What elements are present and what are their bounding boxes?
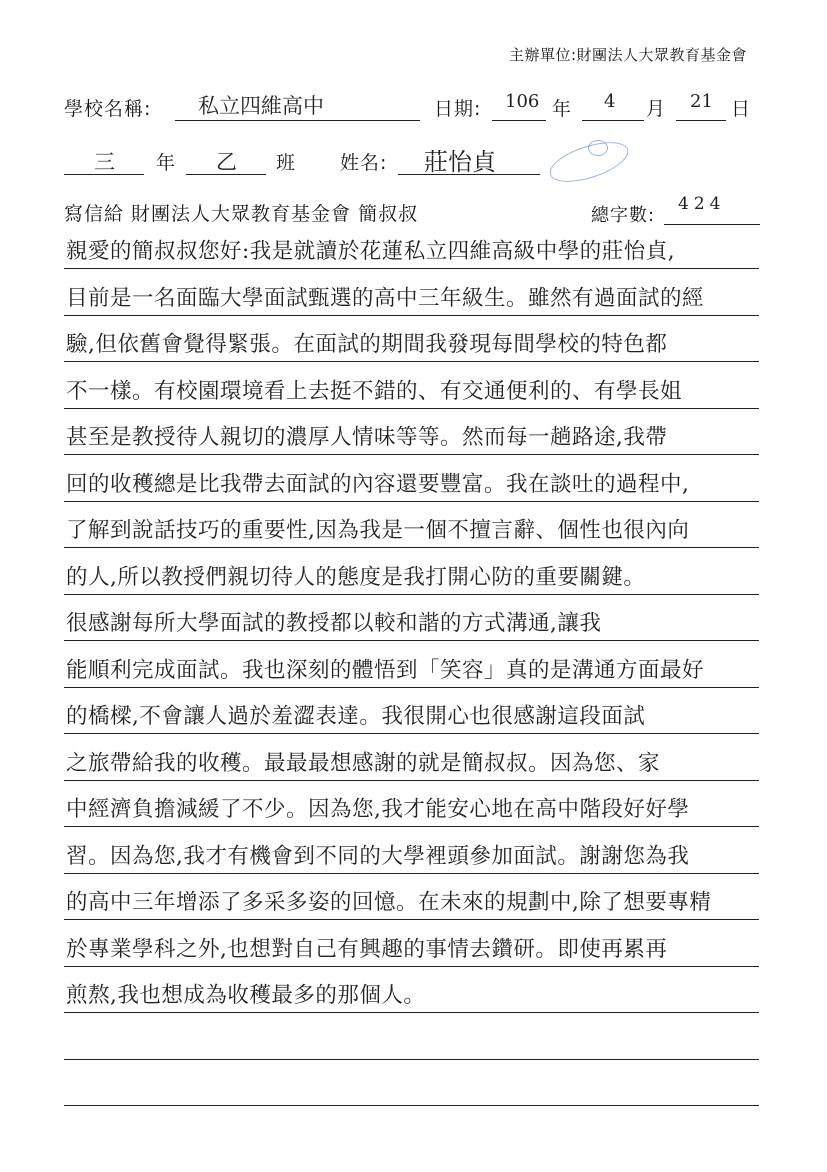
letter-line: 驗,但依舊會覺得緊張。在面試的期間我發現每間學校的特色都 bbox=[66, 332, 668, 357]
ruled-line bbox=[64, 687, 759, 688]
ruled-line bbox=[64, 547, 759, 548]
letter-line: 習。因為您,我才有機會到不同的大學裡頭參加面試。謝謝您為我 bbox=[66, 843, 690, 869]
letter-line: 於專業學科之外,也想對自己有興趣的事情去鑽研。即使再累再 bbox=[66, 936, 668, 962]
letter-line bbox=[66, 1025, 756, 1061]
year-unit: 年 bbox=[552, 98, 573, 120]
month-unit: 月 bbox=[646, 98, 667, 120]
ruled-line bbox=[64, 454, 759, 455]
seal-stamp-mark bbox=[588, 140, 608, 156]
school-underline bbox=[175, 120, 420, 121]
year-value: 106 bbox=[505, 91, 540, 112]
letter-line: 回的收穫總是比我帶去面試的內容還要豐富。我在談吐的過程中, bbox=[66, 471, 690, 497]
ruled-line bbox=[64, 1012, 759, 1013]
date-label: 日期: bbox=[434, 98, 482, 120]
day-underline bbox=[676, 120, 726, 121]
word-count-label: 總字數: bbox=[591, 205, 656, 226]
ruled-line bbox=[64, 501, 759, 502]
ruled-line bbox=[64, 361, 759, 362]
letter-line: 很感謝每所大學面試的教授都以較和諧的方式溝通,讓我 bbox=[66, 611, 602, 636]
grade-value: 三 bbox=[94, 150, 115, 174]
ruled-line bbox=[64, 780, 759, 781]
ruled-line bbox=[64, 826, 759, 827]
letter-line: 親愛的簡叔叔您好:我是就讀於花蓮私立四維高級中學的莊怡貞, bbox=[66, 239, 676, 264]
ruled-line bbox=[64, 594, 759, 595]
ruled-line bbox=[64, 919, 759, 920]
ruled-line bbox=[64, 640, 759, 641]
letter-line: 之旅帶給我的收穫。最最最想感謝的就是簡叔叔。因為您、家 bbox=[66, 750, 661, 776]
letter-line: 能順利完成面試。我也深刻的體悟到「笑容」真的是溝通方面最好 bbox=[66, 657, 705, 683]
ruled-line bbox=[64, 873, 759, 874]
letter-line: 了解到說話技巧的重要性,因為我是一個不擅言辭、個性也很內向 bbox=[66, 518, 690, 543]
year-underline bbox=[492, 120, 546, 121]
letter-line: 不一樣。有校園環境看上去挺不錯的、有交通便利的、有學長姐 bbox=[66, 378, 683, 404]
ruled-line bbox=[64, 315, 759, 316]
name-value: 莊怡貞 bbox=[424, 148, 496, 176]
ruled-line bbox=[64, 408, 759, 409]
letter-line: 目前是一名面臨大學面試甄選的高中三年級生。雖然有過面試的經 bbox=[66, 285, 705, 311]
letter-line: 甚至是教授待人親切的濃厚人情味等等。然而每一趟路途,我帶 bbox=[66, 425, 668, 450]
month-value: 4 bbox=[604, 91, 616, 112]
school-label: 學校名稱: bbox=[64, 98, 152, 120]
school-value: 私立四維高中 bbox=[198, 94, 324, 118]
letter-line: 的人,所以教授們親切待人的態度是我打開心防的重要關鍵。 bbox=[66, 564, 646, 590]
class-unit: 班 bbox=[276, 152, 297, 174]
word-count-value: 424 bbox=[678, 194, 726, 214]
organizer-label: 主辦單位:財團法人大眾教育基金會 bbox=[508, 46, 747, 64]
day-unit: 日 bbox=[731, 98, 752, 120]
ruled-line bbox=[64, 268, 759, 269]
ruled-line bbox=[64, 733, 759, 734]
day-value: 21 bbox=[690, 91, 713, 112]
name-label: 姓名: bbox=[340, 152, 388, 174]
letter-line: 的高中三年增添了多采多姿的回憶。在未來的規劃中,除了想要專精 bbox=[66, 890, 712, 915]
addressee-line: 寫信給 財團法人大眾教育基金會 簡叔叔 bbox=[64, 203, 419, 225]
ruled-line bbox=[64, 966, 759, 967]
ruled-line bbox=[64, 1105, 759, 1106]
class-value: 乙 bbox=[216, 150, 237, 174]
letter-line: 的橋樑,不會讓人過於羞澀表達。我很開心也很感謝這段面試 bbox=[66, 704, 646, 729]
letter-line: 中經濟負擔減緩了不少。因為您,我才能安心地在高中階段好好學 bbox=[66, 797, 690, 822]
letter-line: 煎熬,我也想成為收穫最多的那個人。 bbox=[66, 983, 426, 1008]
word-count-underline bbox=[664, 224, 760, 225]
ruled-line bbox=[64, 1059, 759, 1060]
month-underline bbox=[582, 120, 644, 121]
grade-unit: 年 bbox=[156, 152, 177, 174]
